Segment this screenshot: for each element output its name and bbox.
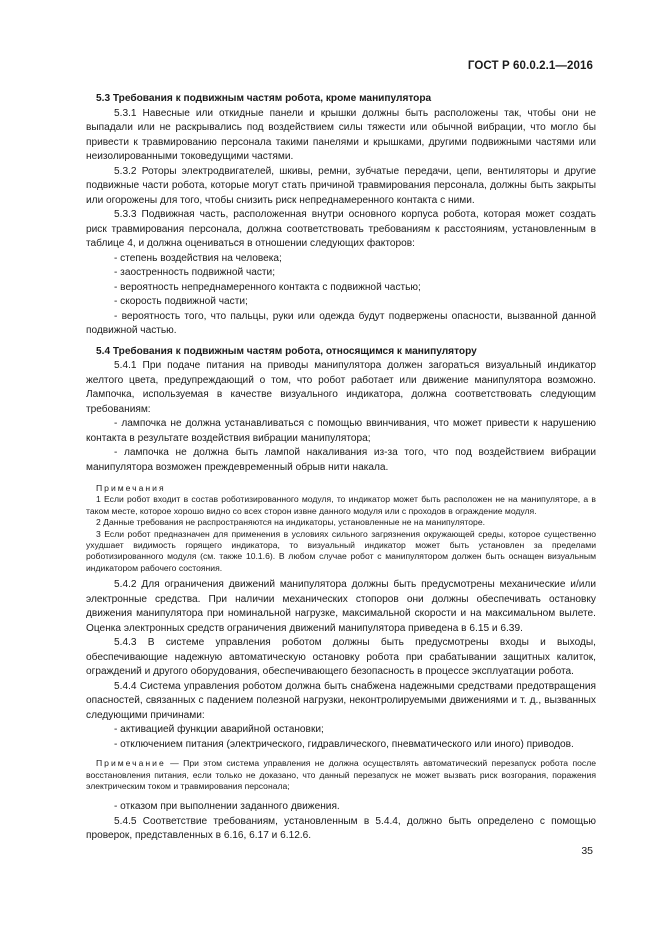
note-label: Примечание xyxy=(96,758,166,769)
section-5-4-heading: 5.4 Требования к подвижным частям робота, относящимся к манипулятору xyxy=(96,345,477,357)
note-inline xyxy=(86,758,596,792)
page-body xyxy=(86,92,596,844)
paragraph-5-3-3: 5.3.3 Подвижная часть, расположенная внутри основного корпуса робота, которая может создать риск травмирования персонала, должна соответствовать требованиям к расстояниям, установленным в таблице 4, и должна оцениваться в отношении следующих факторов: xyxy=(86,209,596,249)
section-5-3-heading: 5.3 Требования к подвижным частям робота, кроме манипулятора xyxy=(96,93,432,104)
list-item: - скорость подвижной части; xyxy=(114,296,248,307)
list-item: - лампочка не должна устанавливаться с помощью ввинчивания, что может привести к нарушению контакта в результате воздействия вибрации манипулятора; xyxy=(86,418,596,444)
paragraph-5-4-3: 5.4.3 В системе управления роботом должны быть предусмотрены входы и выходы, обеспечивающие надежную автоматическую остановку робота при срабатывании защитных калиток, ограждений и другого оборудования, обеспечивающего безопасность в процессе эксплуатации робота. xyxy=(86,637,596,678)
paragraph-5-4-5: 5.4.5 Соответствие требованиям, установленным в 5.4.4, должно быть определено с помощью проверок, представленных в 6.16, 6.17 и 6.12.6. xyxy=(86,815,596,842)
paragraph-5-4-2: 5.4.2 Для ограничения движений манипулятора должны быть предусмотрены механические и/или электронные средства. При наличии механических стопоров они должны обеспечивать остановку движения манипулятора при номинальной нагрузке, максимальной скорости и на максимальном вылете. Оценка электронных средств ограничения движений манипулятора приведена в 6.15 и 6.39. xyxy=(86,579,596,634)
list-item: - активацией функции аварийной остановки; xyxy=(114,724,324,736)
paragraph-5-3-1: 5.3.1 Навесные или откидные панели и крышки должны быть расположены так, чтобы они не выпадали или не раскрывались под воздействием силы тяжести или обычной вибрации, что могло бы привести к травмированию персонала такими панелями и крышками, другими подвижными частями или неизолированными токоведущими частями. xyxy=(86,107,596,162)
paragraph-5-3-2: 5.3.2 Роторы электродвигателей, шкивы, ремни, зубчатые передачи, цепи, вентиляторы и другие подвижные части робота, которые могут стать причиной травмирования персонала, должны быть закрыты или огорожены для того, чтобы снизить риск непреднамеренного контакта с ними. xyxy=(86,165,596,206)
paragraph-5-4-4: 5.4.4 Система управления роботом должна быть снабжена надежными средствами предотвращения опасностей, связанных с падением полезной нагрузки, неконтролируемыми движениями и т. д., вызванных следующими причинами: xyxy=(86,680,596,721)
page-number: 35 xyxy=(581,845,593,857)
list-item: - вероятность непреднамеренного контакта с подвижной частью; xyxy=(114,281,421,293)
list-item: - вероятность того, что пальцы, руки или одежда будут подвержены опасности, вызванной данной подвижной частью. xyxy=(86,310,596,336)
note-item: 2 Данные требования не распространяются на индикаторы, установленные не на манипуляторе. xyxy=(96,517,486,528)
note-item: 3 Если робот предназначен для применения в условиях сильного загрязнения окружающей среды, которое существенно ухудшает видимость горящего индикатора, то визуальный индикатор может быть установлен за пределами роботизированного модуля (см. также 10.1.6). В любом случае робот с манипулятором должен быть оснащен визуальным индикатором рабочего состояния. xyxy=(86,528,596,573)
list-item: - степень воздействия на человека; xyxy=(114,252,282,264)
list-item: - лампочка не должна быть лампой накаливания из-за того, что под воздействием вибрации манипулятора возможен преждевременный обрыв нити накала. xyxy=(86,447,596,473)
standard-header: ГОСТ Р 60.0.2.1—2016 xyxy=(467,60,593,72)
notes-block xyxy=(86,483,596,574)
note-text: — При этом система управления не должна осуществлять автоматический перезапуск робота после восстановления питания, если только не доказано, что данный перезапуск не может вызвать риск возгорания, поражения электрическим током и травмирования персонала; xyxy=(86,758,596,792)
list-item: - заостренность подвижной части; xyxy=(114,267,276,278)
list-item: - отключением питания (электрического, гидравлического, пневматического или иного) приводов. xyxy=(114,738,574,750)
list-item: - отказом при выполнении заданного движения. xyxy=(114,801,340,813)
note-paragraph xyxy=(86,758,596,792)
notes-title: Примечания xyxy=(96,483,166,493)
paragraph-5-4-1: 5.4.1 При подаче питания на приводы манипулятора должен загораться визуальный индикатор желтого цвета, предупреждающий о том, что робот работает или движение манипулятора возможно. Лампочка, используемая в качестве визуального индикатора, должна соответствовать следующим требованиям: xyxy=(86,360,596,415)
note-item: 1 Если робот входит в состав роботизированного модуля, то индикатор может быть расположен не на манипуляторе, а в таком месте, которое хорошо видно со всех сторон извне данного модуля или с проходов в ограждение модуля. xyxy=(86,494,596,516)
